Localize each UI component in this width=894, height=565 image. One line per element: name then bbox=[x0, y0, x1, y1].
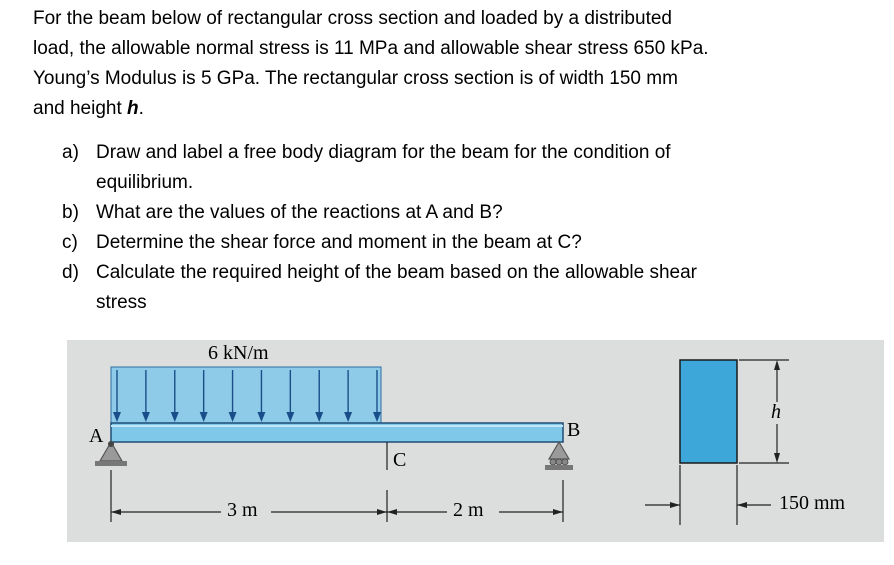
question-label: c) bbox=[62, 232, 78, 253]
question-b bbox=[62, 198, 862, 228]
question-c bbox=[62, 228, 862, 258]
beam-figure bbox=[67, 340, 884, 542]
question-text: Determine the shear force and moment in the beam at C? bbox=[96, 232, 582, 253]
problem-line-4-suffix: . bbox=[138, 98, 144, 119]
roller-wheel bbox=[562, 459, 568, 465]
section-rectangle bbox=[680, 360, 737, 463]
question-text-cont: stress bbox=[96, 292, 147, 313]
ground-hatch bbox=[95, 461, 127, 466]
question-text-cont: equilibrium. bbox=[96, 172, 194, 193]
question-label: d) bbox=[62, 262, 79, 283]
question-label: a) bbox=[62, 142, 79, 163]
question-text: Draw and label a free body diagram for the beam for the condition of bbox=[96, 142, 671, 163]
roller-wheel bbox=[556, 459, 562, 465]
beam bbox=[111, 423, 563, 442]
problem-line-1: For the beam below of rectangular cross section and loaded by a distributed bbox=[33, 8, 672, 29]
problem-line-3: Young’s Modulus is 5 GPa. The rectangular cross section is of width 150 mm bbox=[33, 68, 678, 89]
question-a bbox=[62, 138, 862, 198]
ground-hatch bbox=[545, 465, 573, 470]
problem-line-4 bbox=[33, 94, 853, 124]
question-text: Calculate the required height of the beam based on the allowable shear bbox=[96, 262, 698, 283]
question-label: b) bbox=[62, 202, 79, 223]
question-d bbox=[62, 258, 862, 318]
load-block bbox=[111, 367, 381, 423]
left-span-label: 3 m bbox=[227, 499, 258, 521]
distributed-load bbox=[111, 367, 381, 423]
point-a-label: A bbox=[89, 425, 104, 447]
point-c-label: C bbox=[393, 449, 407, 471]
right-span-label: 2 m bbox=[453, 499, 484, 521]
section-height-label: h bbox=[771, 401, 781, 423]
problem-line-4-prefix: and height bbox=[33, 98, 128, 119]
question-list bbox=[62, 138, 862, 318]
problem-line-2: load, the allowable normal stress is 11 MPa and allowable shear stress 650 kPa. bbox=[33, 38, 709, 59]
point-b-label: B bbox=[567, 419, 581, 441]
height-variable: h bbox=[127, 98, 139, 119]
section-width-label: 150 mm bbox=[779, 492, 846, 514]
load-label: 6 kN/m bbox=[208, 342, 269, 364]
pin-joint bbox=[108, 441, 114, 447]
roller-wheel bbox=[550, 459, 556, 465]
problem-statement bbox=[33, 4, 853, 124]
question-text: What are the values of the reactions at A and B? bbox=[96, 202, 503, 223]
